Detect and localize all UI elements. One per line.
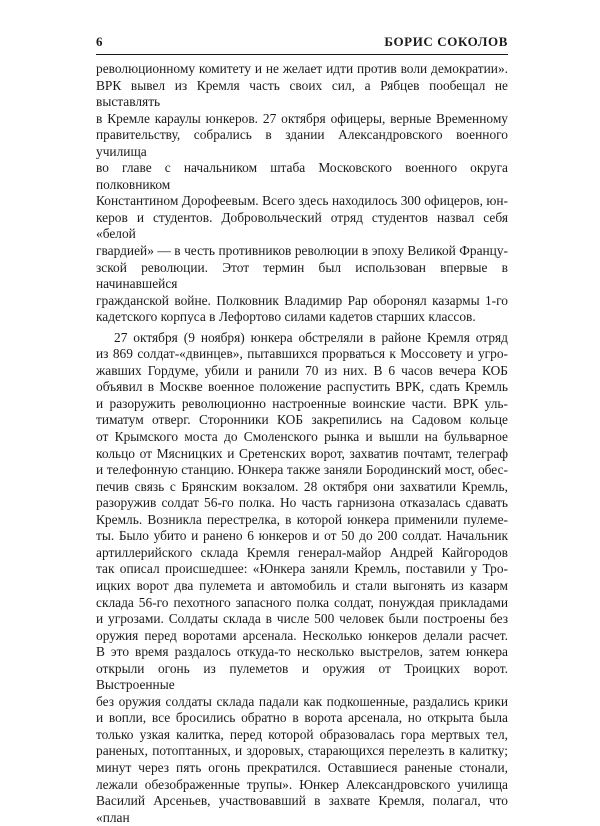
text-line: Кремль. Возникла перестрелка, в которой юнкера применили пулеме- [96,511,508,527]
text-line: оружия перед воротами арсенала. Несколько юнкеров делали расчет. [96,627,508,643]
text-line: 27 октября (9 ноября) юнкера обстреляли в районе Кремля отряд [114,329,508,345]
text-line: кадетского корпуса в Лефортово силами кадетов старших классов. [96,309,476,325]
text-line: Василий Арсеньев, участвовавший в захвате Кремля, полагал, что «план [96,793,508,825]
text-line: так описал происшедшее: «Юнкера заняли Кремль, поставили у Тро- [96,561,508,577]
text-line: Константином Дорофеевым. Всего здесь находилось 300 офицеров, юн- [96,193,508,209]
book-page [96,32,508,825]
running-head [96,32,508,54]
text-line: и телефонную станцию. Юнкера также заняли Бородинский мост, обес- [96,462,508,478]
text-line: объявил в Москве военное положение распустить ВРК, сдать Кремль [96,379,508,395]
text-line: жавших Гордуме, убили и ранили 70 из них. В 6 часов вечера КОБ [96,362,508,378]
text-line: и вопли, все бросились обратно в ворота арсенала, но открыта была [96,710,508,726]
text-line: артиллерийского склада Кремля генерал-майор Андрей Кайгородов [96,544,508,560]
text-line: В это время раздалось откуда-то несколько выстрелов, затем юнкера [96,644,508,660]
text-line: гвардией» — в честь противников революции в эпоху Великой Францу- [96,243,508,259]
text-line: без оружия солдаты склада падали как подкошенные, раздались крики [96,693,508,709]
text-line: гражданской войне. Полковник Владимир Рар оборонял казармы 1-го [96,292,508,308]
text-line: печив связь с Брянским вокзалом. 28 октября они захватили Кремль, [96,478,508,494]
text-line: разоружив солдат 56-го полка. Но часть гарнизона отказалась сдавать [96,495,508,511]
text-line: ты. Было убито и ранено 6 юнкеров и от 50 до 200 солдат. Начальник [96,528,508,544]
text-line: раненых, потоптанных, и здоровых, старающихся перелезть в калитку; [96,743,508,759]
body-text [96,61,508,826]
text-line: лежали обезображенные трупы». Юнкер Александровского училища [96,776,508,792]
text-line: склада 56-го пехотного запасного полка солдат, понуждая прикладами [96,594,508,610]
text-line: тиматум отверг. Сторонники КОБ закрепились на Садовом кольце [96,412,508,428]
text-line: керов и студентов. Добровольческий отряд студентов назвал себя «белой [96,209,508,242]
text-line: только узкая калитка, перед которой образовалась гора мертвых тел, [96,726,508,742]
text-line: из 869 солдат-«двинцев», пытавшихся прорваться к Моссовету и угро- [96,346,508,362]
text-line: и разоружить революционно настроенные воинские части. ВРК уль- [96,395,508,411]
text-line: кольцо от Мясницких и Сретенских ворот, захватив почтамт, телеграф [96,445,508,461]
page-number: 6 [96,34,104,49]
text-line: от Крымского моста до Смоленского рынка и вышли на бульварное [96,429,508,445]
text-line: и угрозами. Солдаты склада в числе 500 человек были построены без [96,611,508,627]
text-line: ВРК вывел из Кремля часть своих сил, а Рябцев пообещал не выставлять [96,77,508,110]
text-line: правительству, собрались в здании Александровского военного училища [96,127,508,159]
running-title: БОРИС СОКОЛОВ [384,34,508,49]
text-line: революционному комитету и не желает идти против воли демократии». [96,61,508,76]
text-line: в Кремле караулы юнкеров. 27 октября офицеры, верные Временному [96,110,508,126]
header-rule [96,54,508,55]
text-line: зской революции. Этот термин был использован впервые в начинавшейся [96,259,508,292]
text-line: минут через пять огонь прекратился. Оставшиеся раненые стонали, [96,759,508,775]
text-line: открыли огонь из пулеметов и оружия от Троицких ворот. Выстроенные [96,660,508,693]
text-line: во главе с начальником штаба Московского военного округа полковником [96,160,508,192]
text-line: ицких ворот два пулемета и автомобиль и стали выгонять из казарм [96,577,508,593]
